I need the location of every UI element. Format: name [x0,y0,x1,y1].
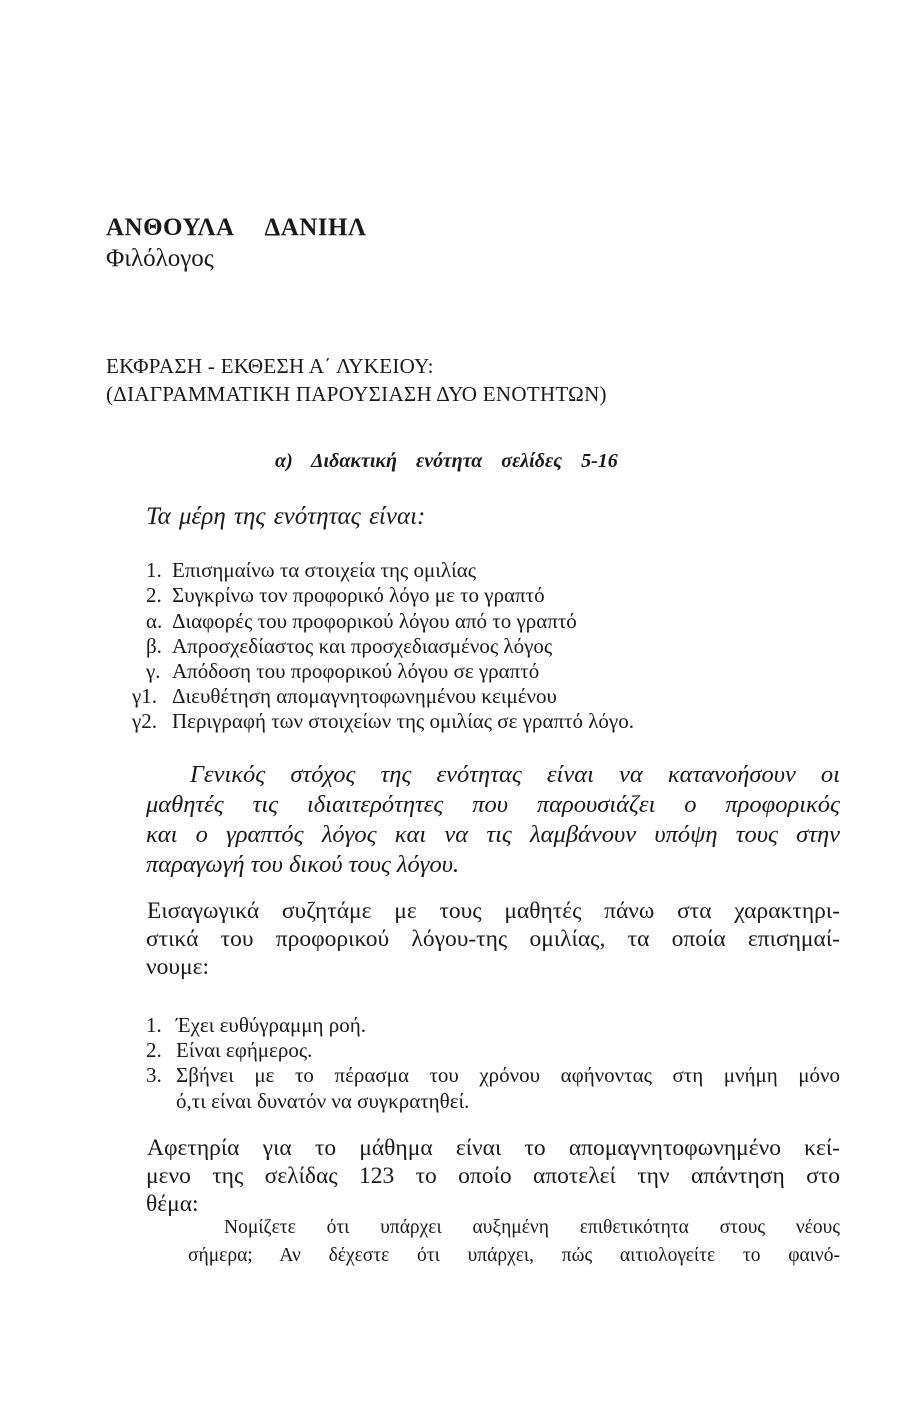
goal-line: παραγωγή του δικού τους λόγου. [146,851,460,878]
author-name: ΑΝΘΟΥΛΑ ΔΑΝΙΗΛ [106,214,367,241]
quote-line: σήμερα; Αν δέχεστε ότι υπάρχει, πώς αιτιολογείτε το φαινό- [188,1245,840,1266]
author-role: Φιλόλογος [106,245,214,272]
paragraph-line: νουμε: [146,954,210,980]
parts-intro: Τα μέρη της ενότητας είναι: [146,503,426,530]
document-title: ΕΚΦΡΑΣΗ - ΕΚΘΕΣΗ Α΄ ΛΥΚΕΙΟΥ: [106,354,434,378]
quoted-text [188,1214,840,1270]
paragraph-line: μενο της σελίδας 123 το οποίο αποτελεί την απάντηση στο [146,1163,840,1189]
list-item-number: β. [146,634,162,658]
list-item-text: Είναι εφήμερος. [176,1038,313,1062]
intro-paragraph [146,897,840,981]
list-item-text: Απροσχεδίαστος και προσχεδιασμένος λόγος [172,634,553,658]
list-item-number: 2. [146,1038,162,1062]
list-item-number: 1. [146,1013,162,1037]
quote-line: Νομίζετε ότι υπάρχει αυξημένη επιθετικότητα στους νέους [224,1217,840,1238]
list-item-text: Διαφορές του προφορικού λόγου από το γραπτό [172,609,577,633]
paragraph-line: Εισαγωγικά συζητάμε με τους μαθητές πάνω στα χαρακτηρι- [147,898,840,924]
list-item-number: 2. [146,583,162,607]
list-item-text: Απόδοση του προφορικού λόγου σε γραπτό [172,659,540,683]
document-subtitle: (ΔΙΑΓΡΑΜΜΑΤΙΚΗ ΠΑΡΟΥΣΙΑΣΗ ΔΥΟ ΕΝΟΤΗΤΩΝ) [106,382,607,406]
goal-line: μαθητές τις ιδιαιτερότητες που παρουσιάζει ο προφορικός [146,791,840,818]
list-item-number: α. [146,609,163,633]
list-item-text: Επισημαίνω τα στοιχεία της ομιλίας [172,558,477,582]
list-item-number: 3. [146,1063,162,1087]
list-item-number: γ. [146,659,161,683]
starting-point-paragraph [146,1134,840,1218]
list-item-number: γ1. [132,684,158,708]
general-goal [146,760,840,880]
unit-heading: α) Διδακτική ενότητα σελίδες 5-16 [275,450,618,472]
list-item-text: Διευθέτηση απομαγνητοφωνημένου κειμένου [172,684,557,708]
paragraph-line: στικά του προφορικού λόγου-της ομιλίας, τα οποία επισημαί- [146,926,840,952]
paragraph-line: Αφετηρία για το μάθημα είναι το απομαγνητοφωνημένο κεί- [147,1135,840,1161]
list-item-text: Έχει ευθύγραμμη ροή. [176,1013,367,1037]
goal-line: Γενικός στόχος της ενότητας είναι να κατανοήσουν οι [190,761,840,788]
list-item-number: 1. [146,558,162,582]
list-item-text: Σβήνει με το πέρασμα του χρόνου αφήνοντας στη μνήμη μόνο [176,1063,840,1087]
list-item-number: γ2. [132,709,158,733]
list-item-text: Συγκρίνω τον προφορικό λόγο με το γραπτό [172,583,545,607]
list-item-text: ό,τι είναι δυνατόν να συγκρατηθεί. [176,1089,470,1113]
goal-line: και ο γραπτός λόγος και να τις λαμβάνουν υπόψη τους στην [146,821,840,848]
list-item-text: Περιγραφή των στοιχείων της ομιλίας σε γραπτό λόγο. [172,709,634,733]
paragraph-line: θέμα: [146,1191,199,1217]
